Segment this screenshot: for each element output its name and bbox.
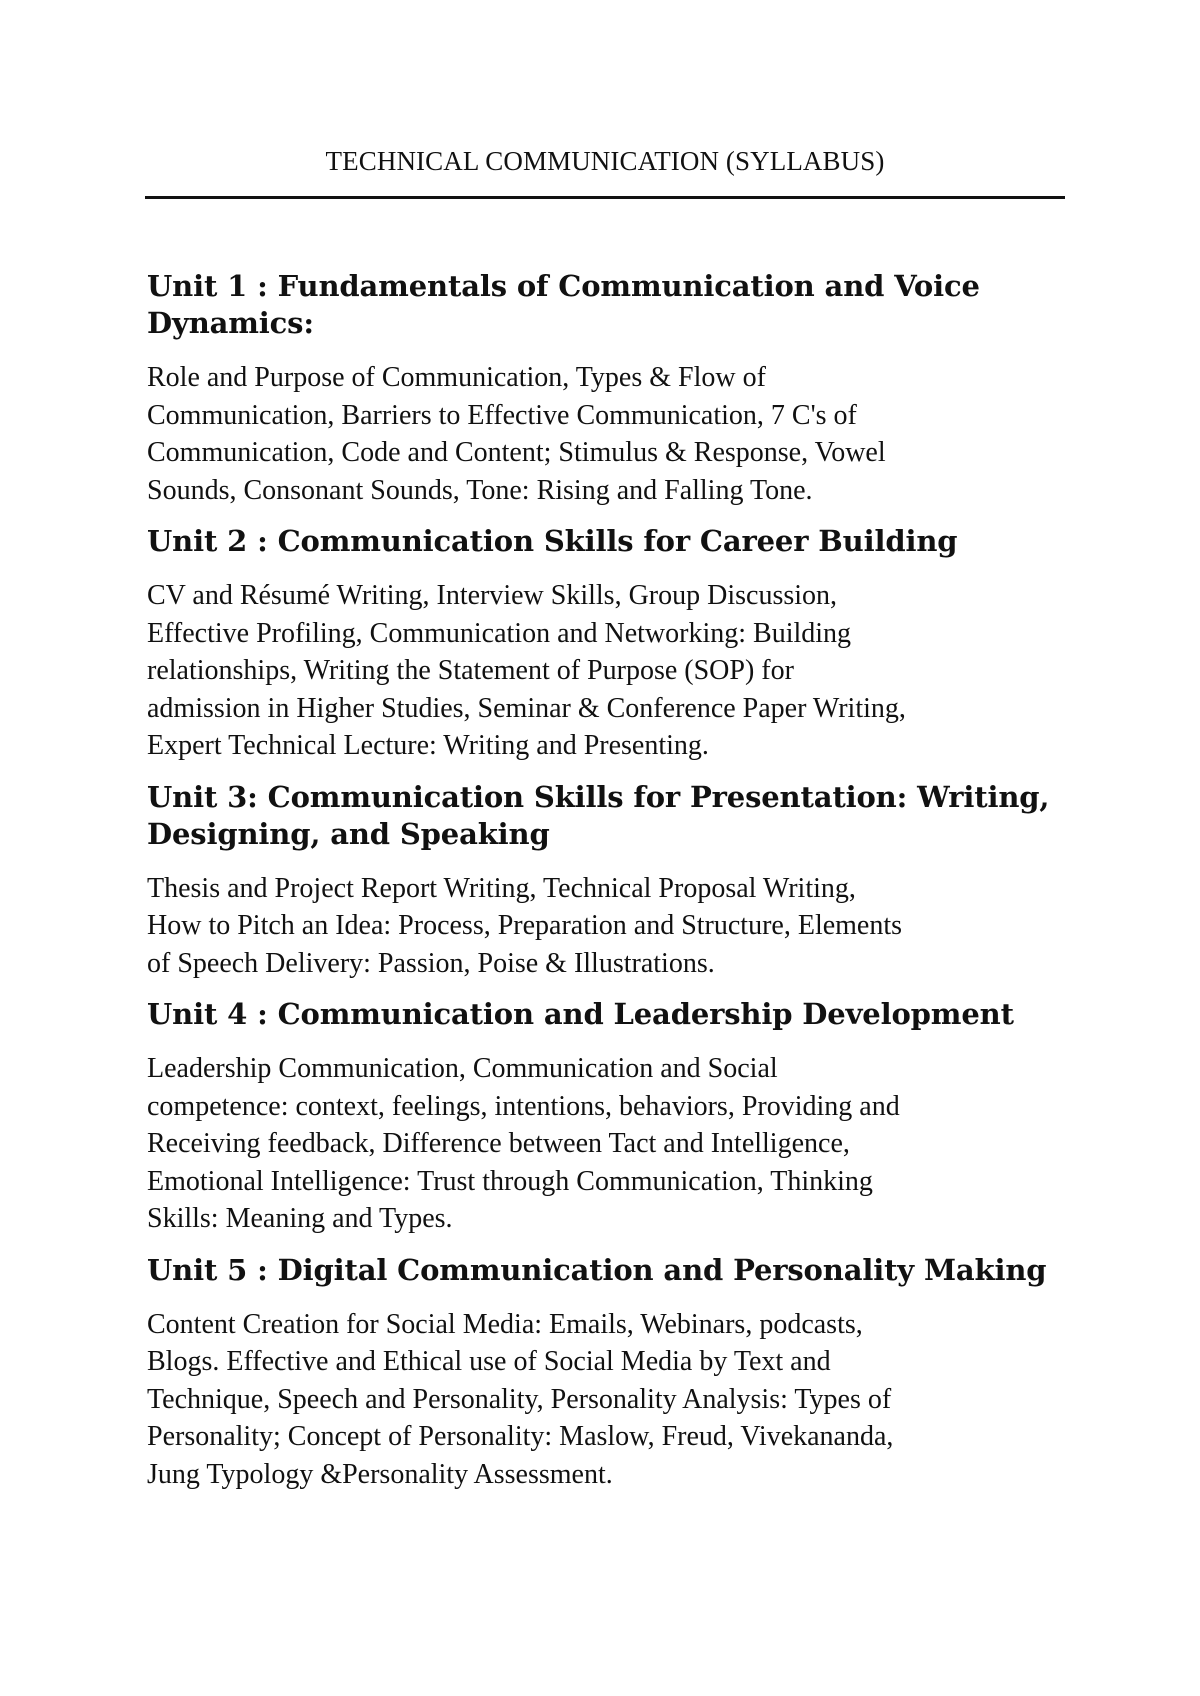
unit-5-title: Unit 5 : Digital Communication and Personality Making — [147, 1252, 1047, 1287]
unit-5-description: Content Creation for Social Media: Emails, Webinars, podcasts, Blogs. Effective and Ethical use of Social Media by Text and Technique, Speech and Personality, Personality Analysis: Types of Personality; Concept of Personality: Maslow, Freud, Vivekananda, Jung Typology &Personality Assessment. — [147, 1308, 894, 1490]
unit-4-description: Leadership Communication, Communication and Social competence: context, feelings, intentions, behaviors, Providing and Receiving feedback, Difference between Tact and Intelligence, Emotional Intelligence: Trust through Communication, Thinking Skills: Meaning and Types. — [147, 1053, 900, 1234]
unit-3-title: Unit 3: Communication Skills for Presentation: Writing, Designing, and Speaking — [147, 779, 1050, 851]
unit-4-section — [147, 996, 1077, 1238]
unit-2-description: CV and Résumé Writing, Interview Skills, Group Discussion, Effective Profiling, Communication and Networking: Building relationships, Writing the Statement of Purpose (SOP) for admission in Higher Studies, Seminar & Conference Paper Writing, Expert Technical Lecture: Writing and Presenting. — [147, 580, 906, 761]
unit-1-title: Unit 1 : Fundamentals of Communication and Voice Dynamics: — [147, 269, 980, 340]
unit-3-section — [147, 779, 1077, 983]
unit-1-section — [147, 268, 1077, 509]
header-divider — [145, 196, 1065, 199]
unit-1-description: Role and Purpose of Communication, Types & Flow of Communication, Barriers to Effective Communication, 7 C's of Communication, Code and Content; Stimulus & Response, Vowel Sounds, Consonant Sounds, Tone: Rising and Falling Tone. — [147, 362, 886, 506]
unit-4-title: Unit 4 : Communication and Leadership Development — [147, 997, 1014, 1031]
syllabus-content — [147, 268, 1077, 1507]
unit-5-section — [147, 1252, 1077, 1494]
unit-2-section — [147, 523, 1077, 765]
unit-3-description: Thesis and Project Report Writing, Technical Proposal Writing, How to Pitch an Idea: Process, Preparation and Structure, Elements of Speech Delivery: Passion, Poise & Illustrations. — [147, 872, 903, 979]
unit-2-title: Unit 2 : Communication Skills for Career Building — [147, 524, 958, 558]
document-header: TECHNICAL COMMUNICATION (SYLLABUS) — [325, 146, 885, 176]
